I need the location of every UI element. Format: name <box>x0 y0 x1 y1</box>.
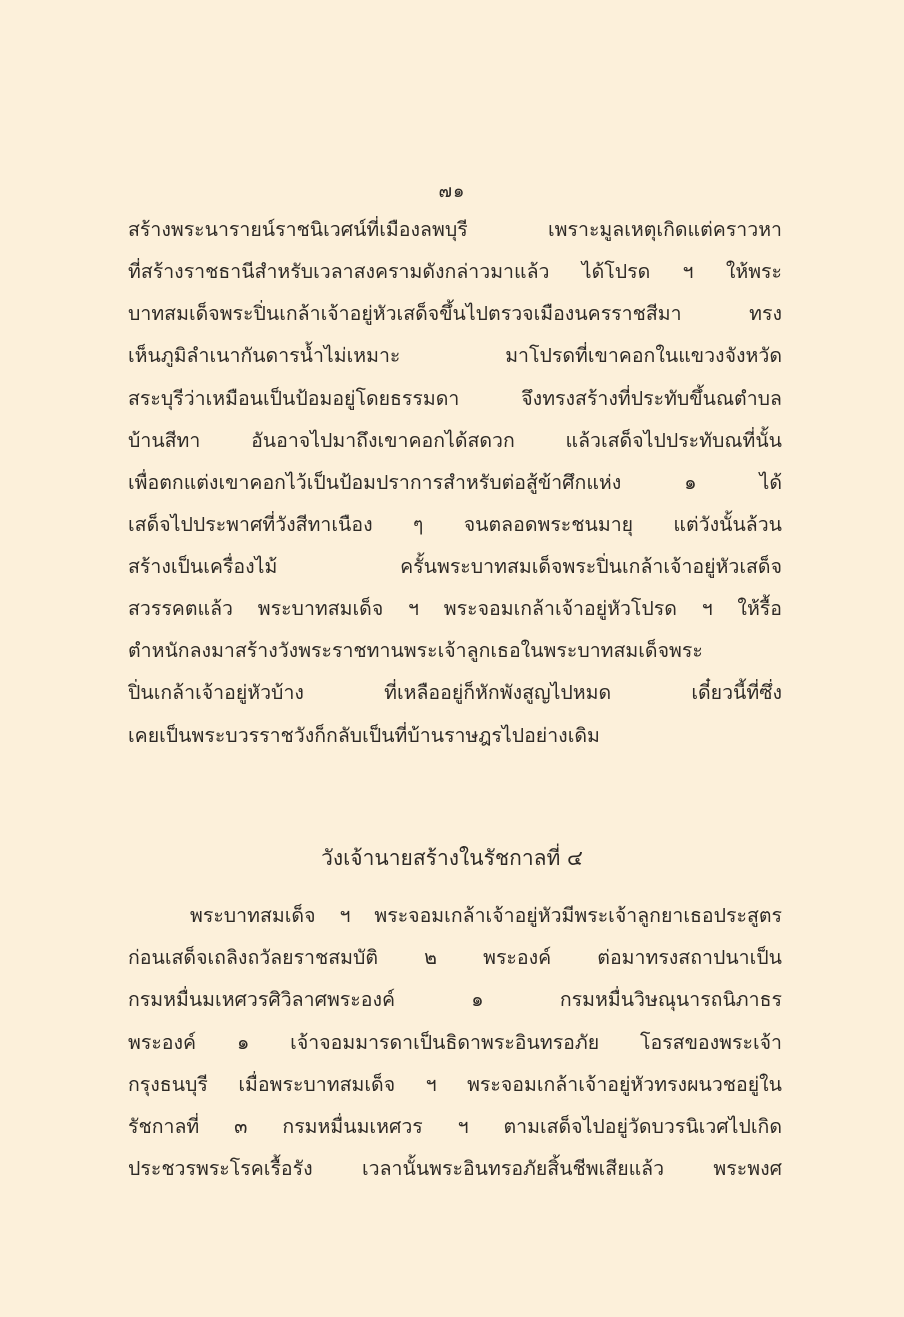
text-line: บ้านสีทา อันอาจไปมาถึงเขาคอกได้สดวก แล้วเสด็จไปประทับณที่นั้น <box>128 429 782 452</box>
text-line: กรุงธนบุรี เมื่อพระบาทสมเด็จ ฯ พระจอมเกล้าเจ้าอยู่หัวทรงผนวชอยู่ใน <box>128 1073 782 1096</box>
text-line: สระบุรีว่าเหมือนเป็นป้อมอยู่โดยธรรมดา จึงทรงสร้างที่ประทับขึ้นณตำบล <box>128 387 782 410</box>
text-line: เพื่อตกแต่งเขาคอกไว้เป็นป้อมปราการสำหรับต่อสู้ข้าศึกแห่ง ๑ ได้ <box>128 471 782 494</box>
text-line: ก่อนเสด็จเถลิงถวัลยราชสมบัติ ๒ พระองค์ ต่อมาทรงสถาปนาเป็น <box>128 946 782 969</box>
text-line: สร้างพระนารายน์ราชนิเวศน์ที่เมืองลพบุรี เพราะมูลเหตุเกิดแต่คราวหา <box>128 218 782 241</box>
text-line: สร้างเป็นเครื่องไม้ ครั้นพระบาทสมเด็จพระปิ่นเกล้าเจ้าอยู่หัวเสด็จ <box>128 555 782 578</box>
page-number: ๗๑ <box>438 181 466 202</box>
text-line: รัชกาลที่ ๓ กรมหมื่นมเหศวร ฯ ตามเสด็จไปอยู่วัดบวรนิเวศไปเกิด <box>128 1115 782 1138</box>
text-line: เคยเป็นพระบวรราชวังก็กลับเป็นที่บ้านราษฎรไปอย่างเดิม <box>128 724 600 747</box>
text-line: พระองค์ ๑ เจ้าจอมมารดาเป็นธิดาพระอินทรอภัย โอรสของพระเจ้า <box>128 1031 782 1054</box>
text-line: บาทสมเด็จพระปิ่นเกล้าเจ้าอยู่หัวเสด็จขึ้นไปตรวจเมืองนครราชสีมา ทรง <box>128 302 782 325</box>
text-line: ตำหนักลงมาสร้างวังพระราชทานพระเจ้าลูกเธอในพระบาทสมเด็จพระ <box>128 639 703 662</box>
text-line: ปิ่นเกล้าเจ้าอยู่หัวบ้าง ที่เหลืออยู่ก็หักพังสูญไปหมด เดี๋ยวนี้ที่ซึ่ง <box>128 681 782 704</box>
text-line: กรมหมื่นมเหศวรศิวิลาศพระองค์ ๑ กรมหมื่นวิษณุนารถนิภาธร <box>128 988 782 1011</box>
text-line: สวรรคตแล้ว พระบาทสมเด็จ ฯ พระจอมเกล้าเจ้าอยู่หัวโปรด ฯ ให้รื้อ <box>128 597 782 620</box>
section-heading: วังเจ้านายสร้างในรัชกาลที่ ๔ <box>321 846 583 870</box>
text-line: พระบาทสมเด็จ ฯ พระจอมเกล้าเจ้าอยู่หัวมีพระเจ้าลูกยาเธอประสูตร <box>190 904 782 927</box>
text-line: เห็นภูมิลำเนากันดารน้ำไม่เหมาะ มาโปรดที่เขาคอกในแขวงจังหวัด <box>128 344 782 367</box>
text-line: ที่สร้างราชธานีสำหรับเวลาสงครามดังกล่าวมาแล้ว ได้โปรด ฯ ให้พระ <box>128 260 782 283</box>
text-line: ประชวรพระโรคเรื้อรัง เวลานั้นพระอินทรอภัยสิ้นชีพเสียแล้ว พระพงศ <box>128 1157 782 1180</box>
text-line: เสด็จไปประพาศที่วังสีทาเนือง ๆ จนตลอดพระชนมายุ แต่วังนั้นล้วน <box>128 513 782 536</box>
